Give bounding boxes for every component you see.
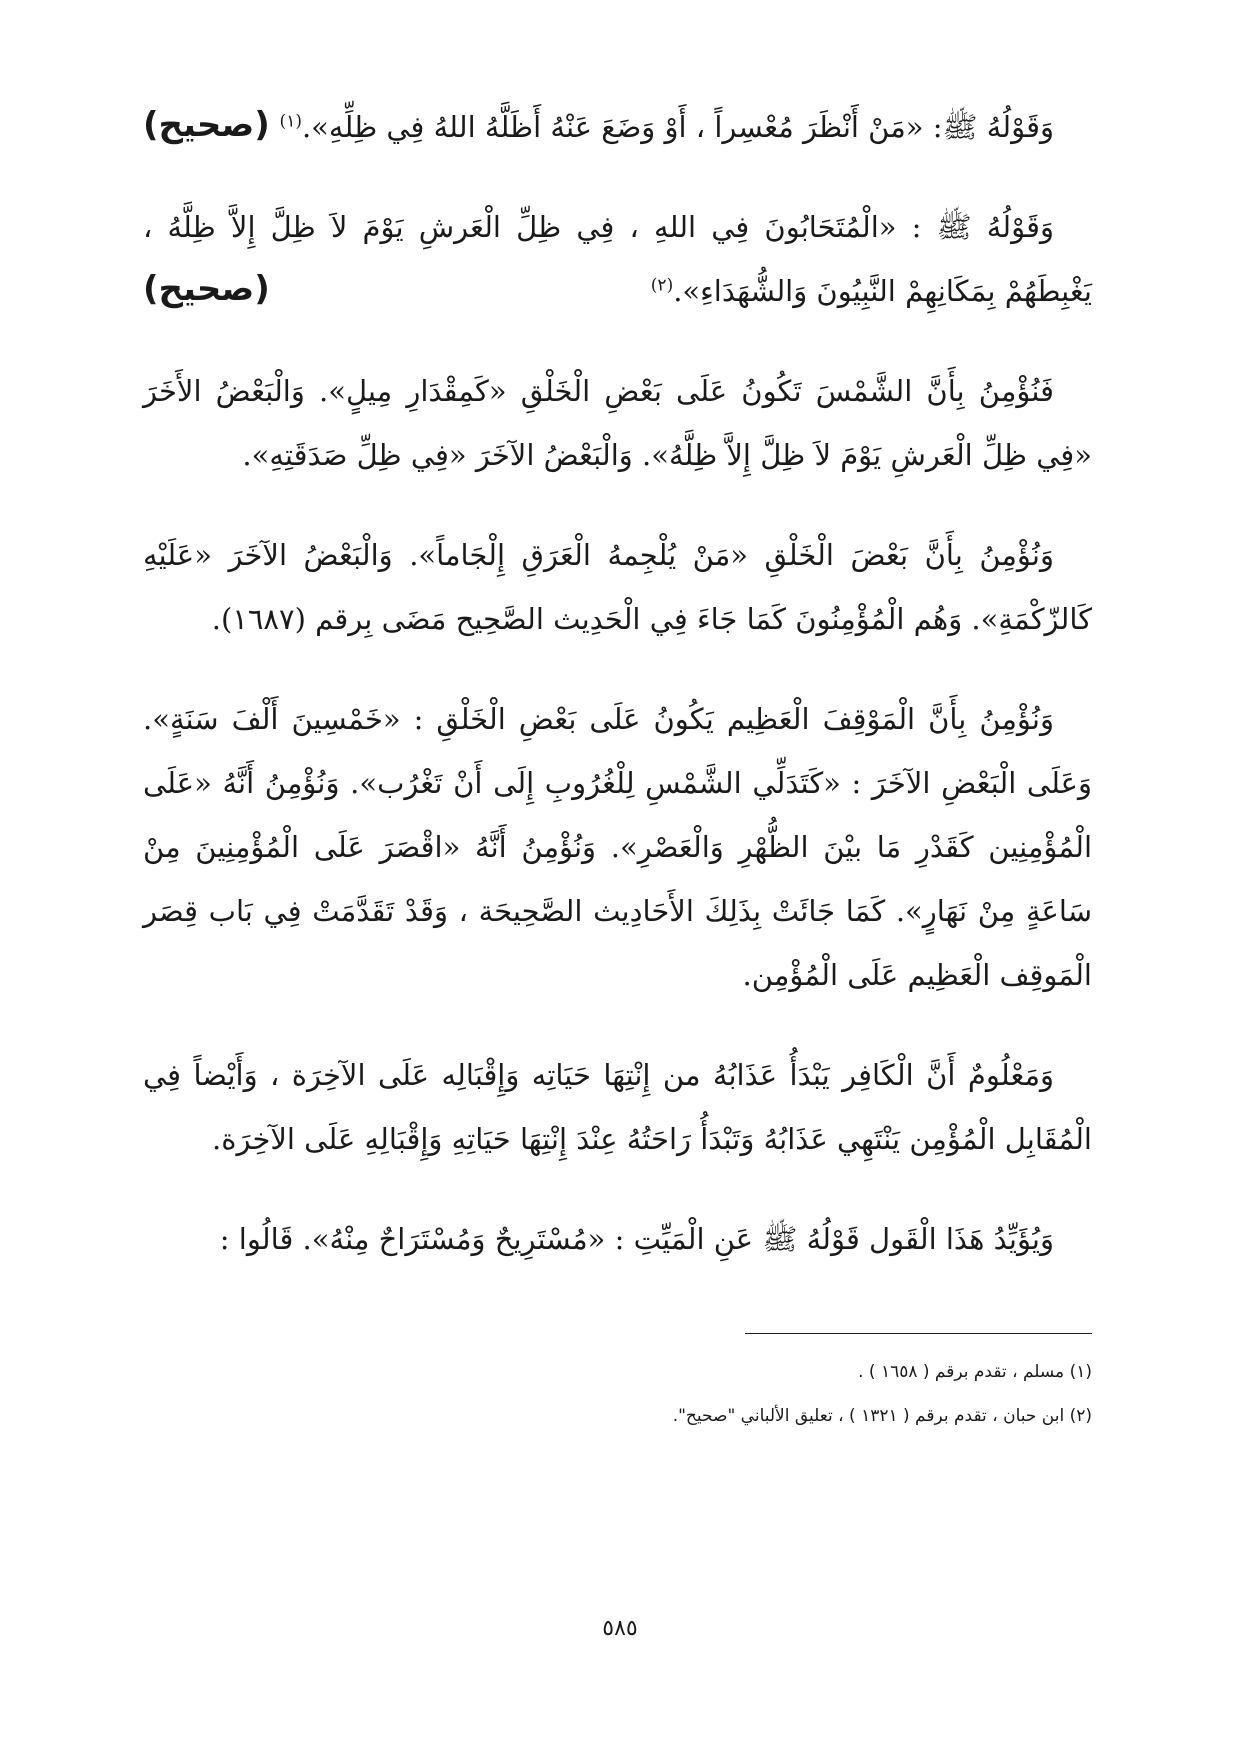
paragraph-4: وَنُؤْمِنُ بِأَنَّ بَعْضَ الْخَلْقِ «مَنْ يُلْجِمهُ الْعَرَقِ إِلْجَاماً». وَالْبَعْضُ الآخَرَ «عَلَيْهِ كَالزّكْمَةِ». وَهُم الْمُؤْمِنُونَ كَمَا جَاءَ فِي الْحَدِيث الصَّحِيح مَضَى بِرقم (١٦٨٧). [143, 538, 1092, 636]
main-text [143, 95, 1092, 1307]
paragraph-text: وَقَوْلُهُ ﷺ: «مَنْ أَنْظَرَ مُعْسِراً ، أَوْ وَضَعَ عَنْهُ أَظَلَّهُ اللهُ فِي ظِلِّهِ». [301, 110, 1054, 144]
footnote-2: (٢) ابن حبان ، تقدم برقم ( ١٣٢١ ) ، تعليق الألباني "صحيح". [672, 1406, 1092, 1426]
hadith-grade-label: (صحيح) [143, 269, 270, 309]
paragraph-2 [143, 195, 1092, 323]
paragraph-text: وَقَوْلُهُ ﷺ : «الْمُتَحَابُونَ فِي اللهِ ، فِي ظِلِّ الْعَرشِ يَوْمَ لاَ ظِلَّ إِلاَّ ظِلَّهُ ، يَغْبِطَهُمْ بِمَكَانِهِمْ النَّبِيُونَ وَالشُّهَدَاءِ». [143, 210, 1092, 308]
paragraph-1 [143, 95, 1092, 159]
paragraph-6: وَمَعْلُومٌ أَنَّ الْكَافِر يَبْدَأُ عَذَابُهُ من إِنْتِهَا حَيَاتِه وَإِقْبَالِه عَلَى الآخِرَة ، وَأَيْضاً فِي الْمُقَابِل الْمُؤْمِن يَنْتَهِي عَذَابُهُ وَتَبْدَأُ رَاحَتُهُ عِنْدَ إِنْتِهَا حَيَاتِهِ وَإِقْبَالِهِ عَلَى الآخِرَة. [143, 1058, 1092, 1156]
footnotes-section [143, 1350, 1092, 1438]
hadith-grade-label: (صحيح) [143, 105, 270, 145]
footnote-1: (١) مسلم ، تقدم برقم ( ١٦٥٨ ) . [858, 1362, 1092, 1382]
paragraph-3: فَنُؤْمِنُ بِأَنَّ الشَّمْسَ تَكُونُ عَلَى بَعْضِ الْخَلْقِ «كَمِقْدَارِ مِيلٍ». وَالْبَعْضُ الأَخَرَ «فِي ظِلِّ الْعَرشِ يَوْمَ لاَ ظِلَّ إِلاَّ ظِلَّهُ». وَالْبَعْضُ الآخَرَ «فِي ظِلِّ صَدَقَتِهِ». [143, 374, 1092, 472]
footnote-reference-2: (٢) [650, 275, 674, 296]
footnote-reference-1: (١) [279, 111, 302, 132]
paragraph-7: وَيُؤَيِّدُ هَذَا الْقَول قَوْلُهُ ﷺ عَنِ الْمَيِّتِ : «مُسْتَرِيحٌ وَمُسْتَرَاحٌ مِنْهُ». قَالُوا : [219, 1222, 1054, 1256]
paragraph-5: وَنُؤْمِنُ بِأَنَّ الْمَوْقِفَ الْعَظِيم يَكُونُ عَلَى بَعْضِ الْخَلْقِ : «خَمْسِينَ أَلْفَ سَنَةٍ». وَعَلَى الْبَعْضِ الآخَرَ : «كَتَدَلِّي الشَّمْسِ لِلْغُرُوبِ إِلَى أَنْ تَغْرُب». وَنُؤْمِنُ أَنَّهُ «عَلَى الْمُؤْمِنِين كَقَدْرِ مَا بيْنَ الظُّهْرِ وَالْعَصْرِ». وَنُؤْمِنُ أَنَّهُ «اقْصَرَ عَلَى الْمُؤْمِنِينَ مِنْ سَاعَةٍ مِنْ نَهَارٍ». كَمَا جَائَتْ بِذَلِكَ الأَحَادِيث الصَّحِيحَة ، وَقَدْ تَقَدَّمَتْ فِي بَاب قِصَر الْمَوقِف الْعَظِيم عَلَى الْمُؤْمِن. [143, 702, 1092, 992]
footnote-divider [745, 1333, 1092, 1334]
page-number: ٥٨٥ [602, 1616, 638, 1641]
